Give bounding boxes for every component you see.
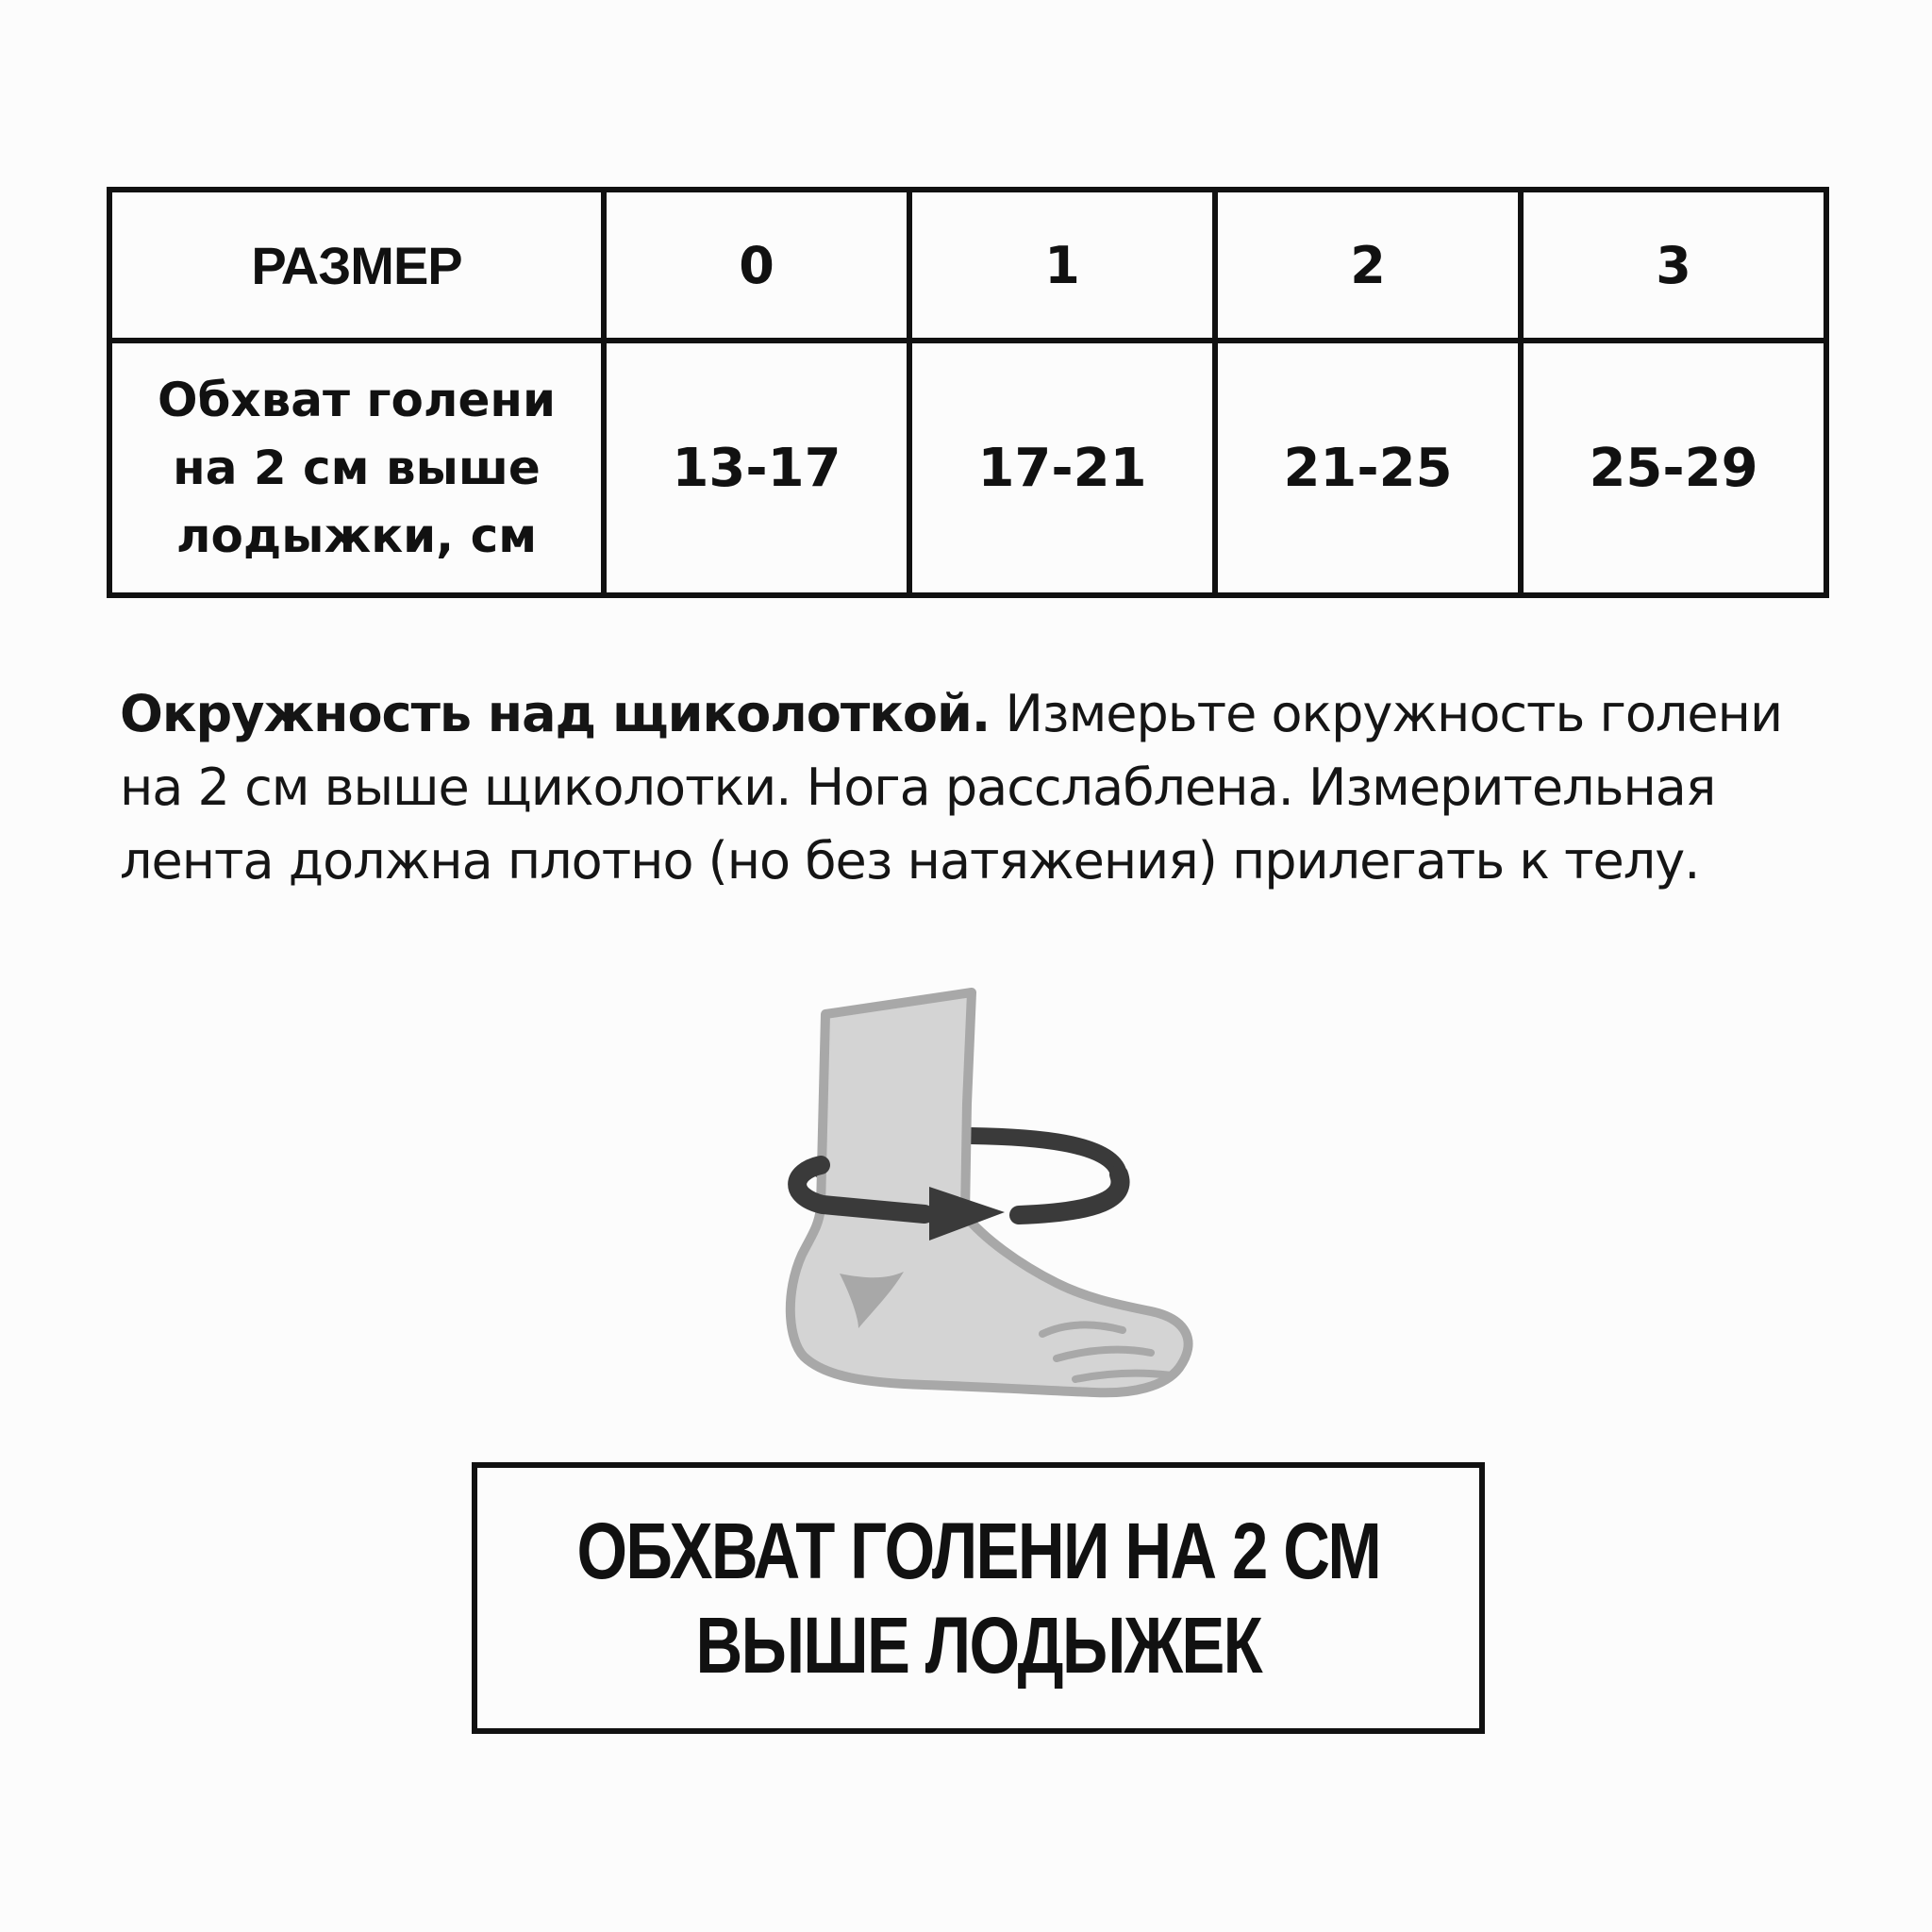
size-cell: 2	[1215, 190, 1521, 341]
measuring-ring-front-right	[1019, 1174, 1121, 1215]
measurement-instruction	[120, 677, 1837, 898]
range-cell: 25-29	[1521, 341, 1826, 595]
range-cell: 13-17	[604, 341, 909, 595]
range-cell: 17-21	[909, 341, 1215, 595]
size-table	[107, 187, 1829, 598]
caption-box	[472, 1462, 1485, 1734]
foot-with-measuring-arrow-icon	[736, 972, 1226, 1443]
size-cell: 3	[1521, 190, 1826, 341]
instruction-lead: Окружность над щиколоткой.	[120, 684, 991, 743]
size-cell: 0	[604, 190, 909, 341]
range-cell: 21-25	[1215, 341, 1521, 595]
table-header-row	[109, 190, 1826, 341]
size-cell: 1	[909, 190, 1215, 341]
caption-text: ОБХВАТ ГОЛЕНИ НА 2 СМ ВЫШЕ ЛОДЫЖЕК	[576, 1507, 1380, 1690]
instruction-body: Измерьте окружность голени на 2 см выше щиколотки. Нога расслаблена. Измерительная лента должна плотно (но без натяжения) прилегать к телу.	[120, 684, 1783, 891]
size-header-label: РАЗМЕР	[109, 190, 604, 341]
table-row	[109, 341, 1826, 595]
measurement-label: Обхват голени на 2 см выше лодыжки, см	[109, 341, 604, 595]
foot-shape	[791, 992, 1189, 1392]
